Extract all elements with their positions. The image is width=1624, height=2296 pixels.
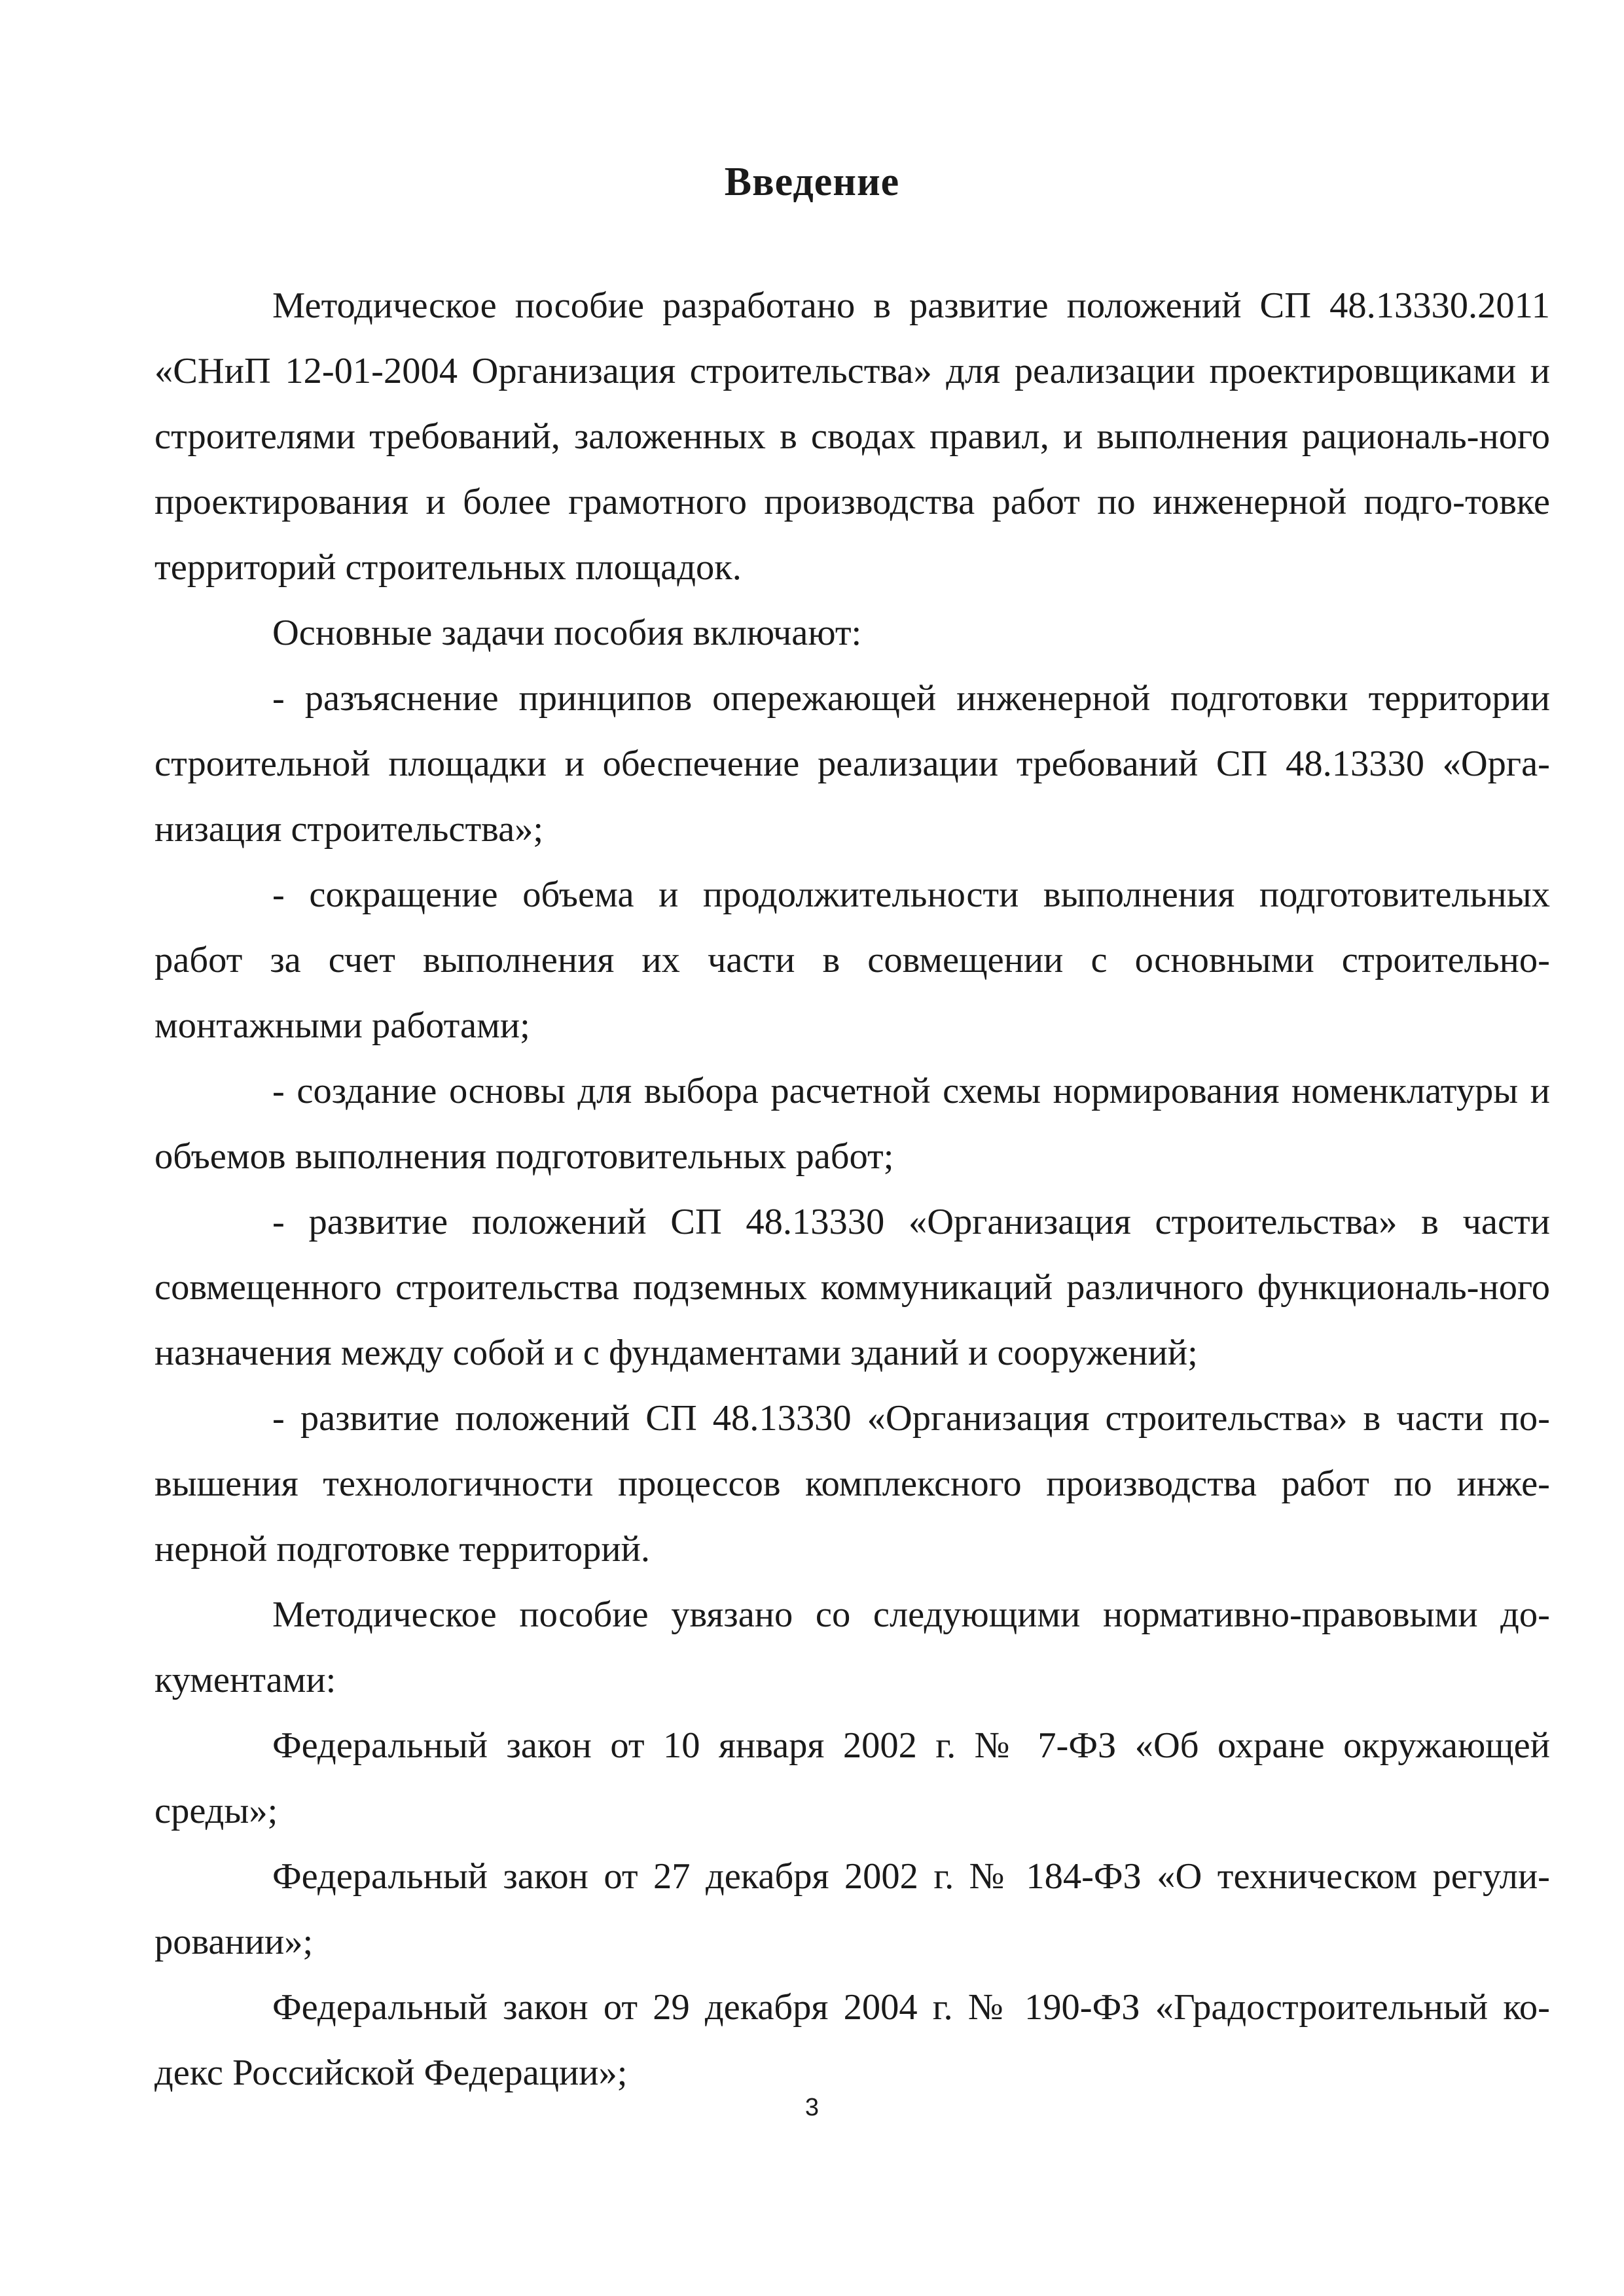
list-item-task-3: - создание основы для выбора расчетной схемы нормирования номенклатуры и объемов выполнения подготовительных работ;: [154, 1071, 1550, 1177]
document-body: [154, 273, 1550, 2106]
paragraph-tasks-intro: Основные задачи пособия включают:: [272, 613, 862, 653]
list-item-task-5: - развитие положений СП 48.13330 «Организация строительства» в части по-вышения технологичности процессов комплексного производства работ по инже-нерной подготовке территорий.: [154, 1398, 1550, 1570]
list-item-law-1: Федеральный закон от 10 января 2002 г. № 7-ФЗ «Об охране окружающей среды»;: [154, 1725, 1550, 1831]
paragraph-purpose: Методическое пособие разработано в развитие положений СП 48.13330.2011 «СНиП 12-01-2004 Организация строительства» для реализации проектировщиками и строителями требований, заложенных в сводах правил, и выполнения рациональ-ного проектирования и более грамотного производства работ по инженерной подго-товке территорий строительных площадок.: [154, 285, 1550, 588]
list-item-task-4: - развитие положений СП 48.13330 «Организация строительства» в части совмещенного строительства подземных коммуникаций различного функциональ-ного назначения между собой и с фундаментами зданий и сооружений;: [154, 1202, 1550, 1373]
list-item-task-2: - сокращение объема и продолжительности выполнения подготовительных работ за счет выполнения их части в совмещении с основными строительно-монтажными работами;: [154, 874, 1550, 1046]
list-item-law-3: Федеральный закон от 29 декабря 2004 г. № 190-ФЗ «Градостроительный ко-декс Российской Федерации»;: [154, 1987, 1550, 2093]
list-item-task-1: - разъяснение принципов опережающей инженерной подготовки территории строительной площадки и обеспечение реализации требований СП 48.13330 «Орга-низация строительства»;: [154, 678, 1550, 850]
page-title: Введение: [724, 160, 900, 204]
list-item-law-2: Федеральный закон от 27 декабря 2002 г. № 184-ФЗ «О техническом регули-ровании»;: [154, 1856, 1550, 1962]
page-number: 3: [804, 2094, 820, 2121]
paragraph-regulations-intro: Методическое пособие увязано со следующими нормативно-правовыми до-кументами:: [154, 1594, 1550, 1700]
